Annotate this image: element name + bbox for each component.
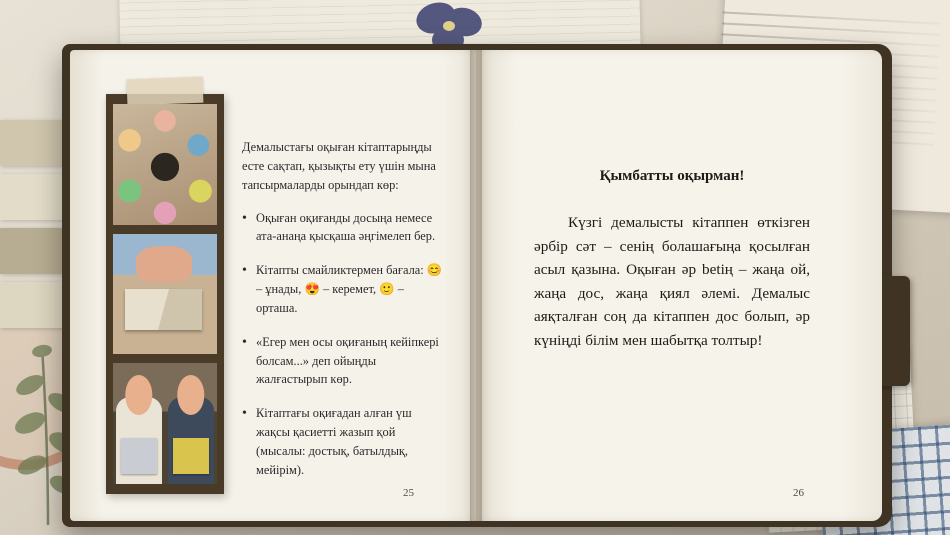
list-item: • Кітапты смайликтермен бағала: 😊 – ұнады, 😍 – керемет, 🙂 – орташа.: [242, 261, 447, 318]
right-page-number: 26: [793, 487, 804, 499]
children-hands-circle-photo: [113, 104, 217, 225]
left-page-number: 25: [403, 487, 414, 499]
right-page: [476, 50, 882, 521]
photo-frame-1: [113, 104, 217, 225]
task-list: [242, 209, 447, 480]
child-reading-book-photo: [113, 234, 217, 355]
open-book: [62, 44, 892, 527]
washi-tape-decoration: [127, 77, 204, 106]
photo-frame-3: [113, 363, 217, 484]
list-item: • «Егер мен осы оқиғаның кейіпкері болсам...» деп ойыңды жалғастырып көр.: [242, 333, 447, 390]
photo-filmstrip: [106, 94, 224, 494]
two-children-with-books-photo: [113, 363, 217, 484]
left-page: [70, 50, 476, 521]
photo-frame-2: [113, 234, 217, 355]
closing-paragraph: Күзгі демалысты кітаппен өткізген әрбір сәт – сенің болашағыңа қосылған асыл қазына. Оқыған әр betің – жаңа ой, жаңа дос, жаңа қиял әлемі. Демалыс аяқталған соң да кітаппен дос болып, әр күніңді білім мен шабытқа толтыр!: [534, 214, 810, 349]
page-title: Қымбатты оқырман!: [599, 168, 745, 184]
left-page-text: [242, 94, 448, 497]
list-item: • Кітаптағы оқиғадан алған үш жақсы қасиетті жазып қой (мысалы: достық, батылдық, мейірім).: [242, 404, 447, 479]
list-item: • Оқыған оқиғанды досыңа немесе ата-анаңа қысқаша әңгімелеп бер.: [242, 209, 447, 247]
intro-paragraph: Демалыстағы оқыған кітаптарыңды есте сақтап, қызықты ету үшін мына тапсырмаларды орындап көр:: [242, 140, 436, 192]
